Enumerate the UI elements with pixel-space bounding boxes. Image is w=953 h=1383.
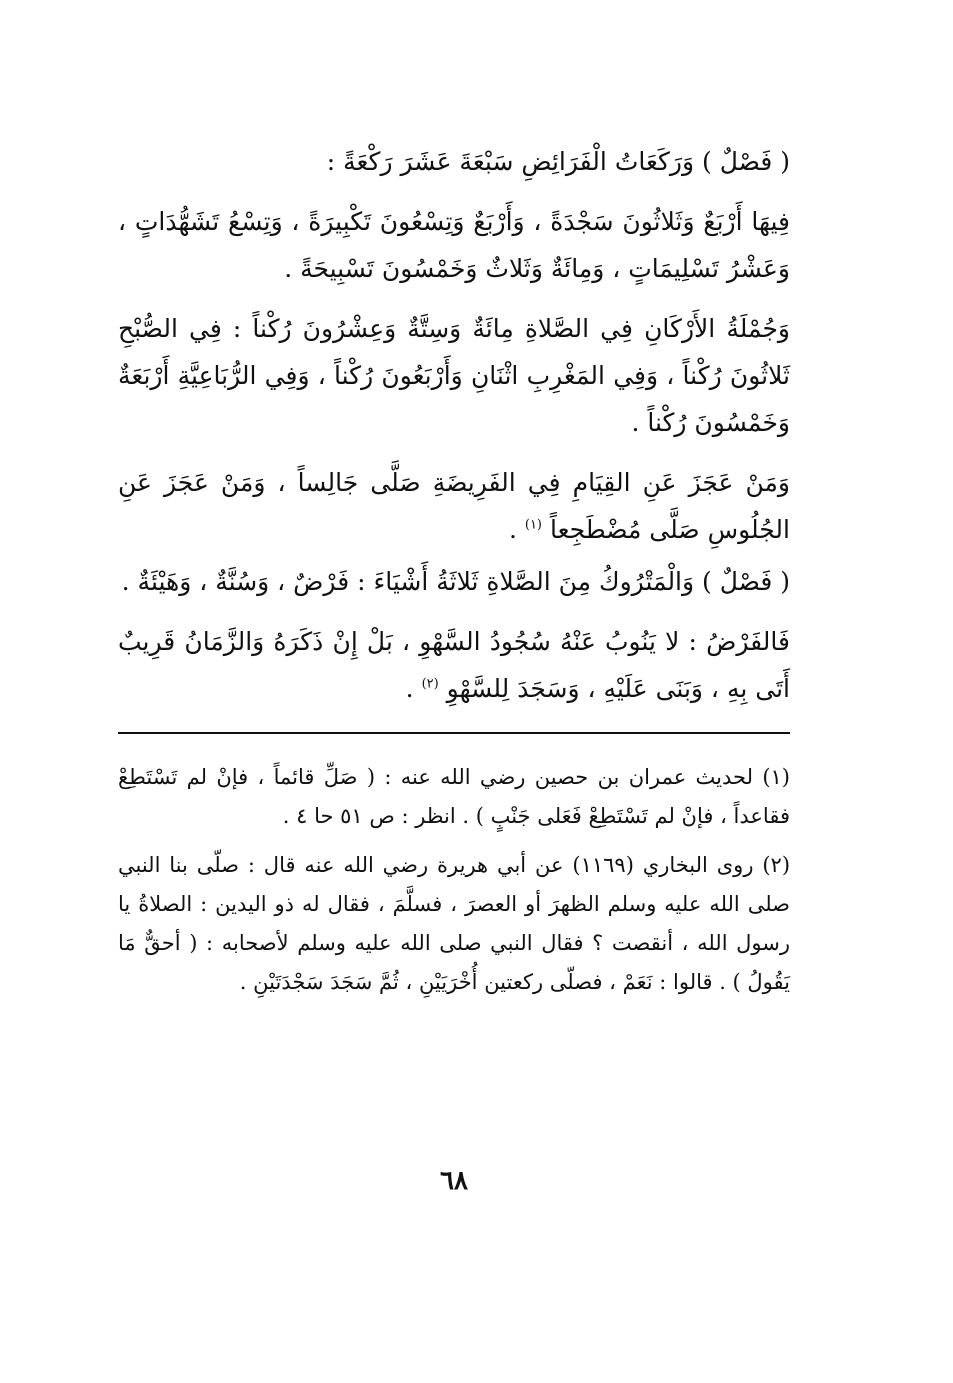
main-text [118,138,790,712]
footnotes [118,758,790,1002]
paragraph-rakat-heading [118,138,790,185]
footnote-1: (١) لحديث عمران بن حصين رضي الله عنه : ( صَلِّ قائماً ، فإنْ لم تَسْتَطِعْ فقاعداً ، فإنْ لم تَسْتَطِعْ فَعَلى جَنْبٍ ) . انظر : ص ٥١ حا ٤ . [118,765,790,828]
paragraph-inability [118,459,790,553]
paragraph-text: فَالفَرْضُ : لا يَنُوبُ عَنْهُ سُجُودُ السَّهْوِ ، بَلْ إِنْ ذَكَرَهُ وَالزَّمَانُ قَرِيبٌ أَتَى بِهِ ، وَبَنَى عَلَيْهِ ، وَسَجَدَ لِلسَّهْوِ [118,627,790,703]
paragraph-text: ( فَصْلٌ ) وَرَكَعَاتُ الْفَرَائِضِ سَبْعَةَ عَشَرَ رَكْعَةً : [326,147,790,176]
paragraph-end: . [405,674,422,703]
footnote-ref-2[interactable]: (٢) [421,676,439,692]
page-number: ٦٨ [440,1166,468,1196]
paragraph-end: . [508,515,525,544]
paragraph-matruk [118,558,790,605]
footnote-ref-1[interactable]: (١) [524,517,542,533]
paragraph-text: وَجُمْلَةُ الأَرْكَانِ فِي الصَّلاةِ مِائَةٌ وَسِتَّةٌ وَعِشْرُونَ رُكْناً : فِي الصُّبْحِ ثَلاثُونَ رُكْناً ، وَفِي المَغْرِبِ اثْنَانِ وَأَرْبَعُونَ رُكْناً ، وَفِي الرُّبَاعِيَّةِ أَرْبَعَةٌ وَخَمْسُونَ رُكْناً . [118,314,790,437]
footnote-2: (٢) روى البخاري (١١٦٩) عن أبي هريرة رضي الله عنه قال : صلّى بنا النبي صلى الله عليه وسلم الظهرَ أو العصرَ ، فسلَّمَ ، فقال له ذو اليدين : الصلاةُ يا رسول الله ، أنقصت ؟ فقال النبي صلى الله عليه وسلم لأصحابه : ( أحقٌّ مَا يَقُولُ ) . قالوا : نَعَمْ ، فصلّى ركعتين أُخْرَيَيْنِ ، ثُمَّ سَجَدَ سَجْدَتَيْنِ . [118,853,791,994]
paragraph-text: وَمَنْ عَجَزَ عَنِ القِيَامِ فِي الفَرِيضَةِ صَلَّى جَالِساً ، وَمَنْ عَجَزَ عَنِ الجُلُوسِ صَلَّى مُضْطَجِعاً [118,468,790,544]
paragraph-text: ( فَصْلٌ ) وَالْمَتْرُوكُ مِنَ الصَّلاةِ ثَلاثَةُ أَشْيَاءَ : فَرْضٌ ، وَسُنَّةٌ ، وَهَيْئَةٌ . [121,567,790,596]
paragraph-fard [118,618,790,712]
paragraph-rakat-details [118,198,790,292]
paragraph-text: فِيهَا أَرْبَعٌ وَثَلاثُونَ سَجْدَةً ، وَأَرْبَعٌ وَتِسْعُونَ تَكْبِيرَةً ، وَتِسْعُ تَشَهُّدَاتٍ ، وَعَشْرُ تَسْلِيمَاتٍ ، وَمِائَةٌ وَثَلاثٌ وَخَمْسُونَ تَسْبِيحَةً . [118,207,790,283]
book-page [118,138,790,1318]
paragraph-arkan [118,305,790,446]
footnote-divider [118,732,790,734]
